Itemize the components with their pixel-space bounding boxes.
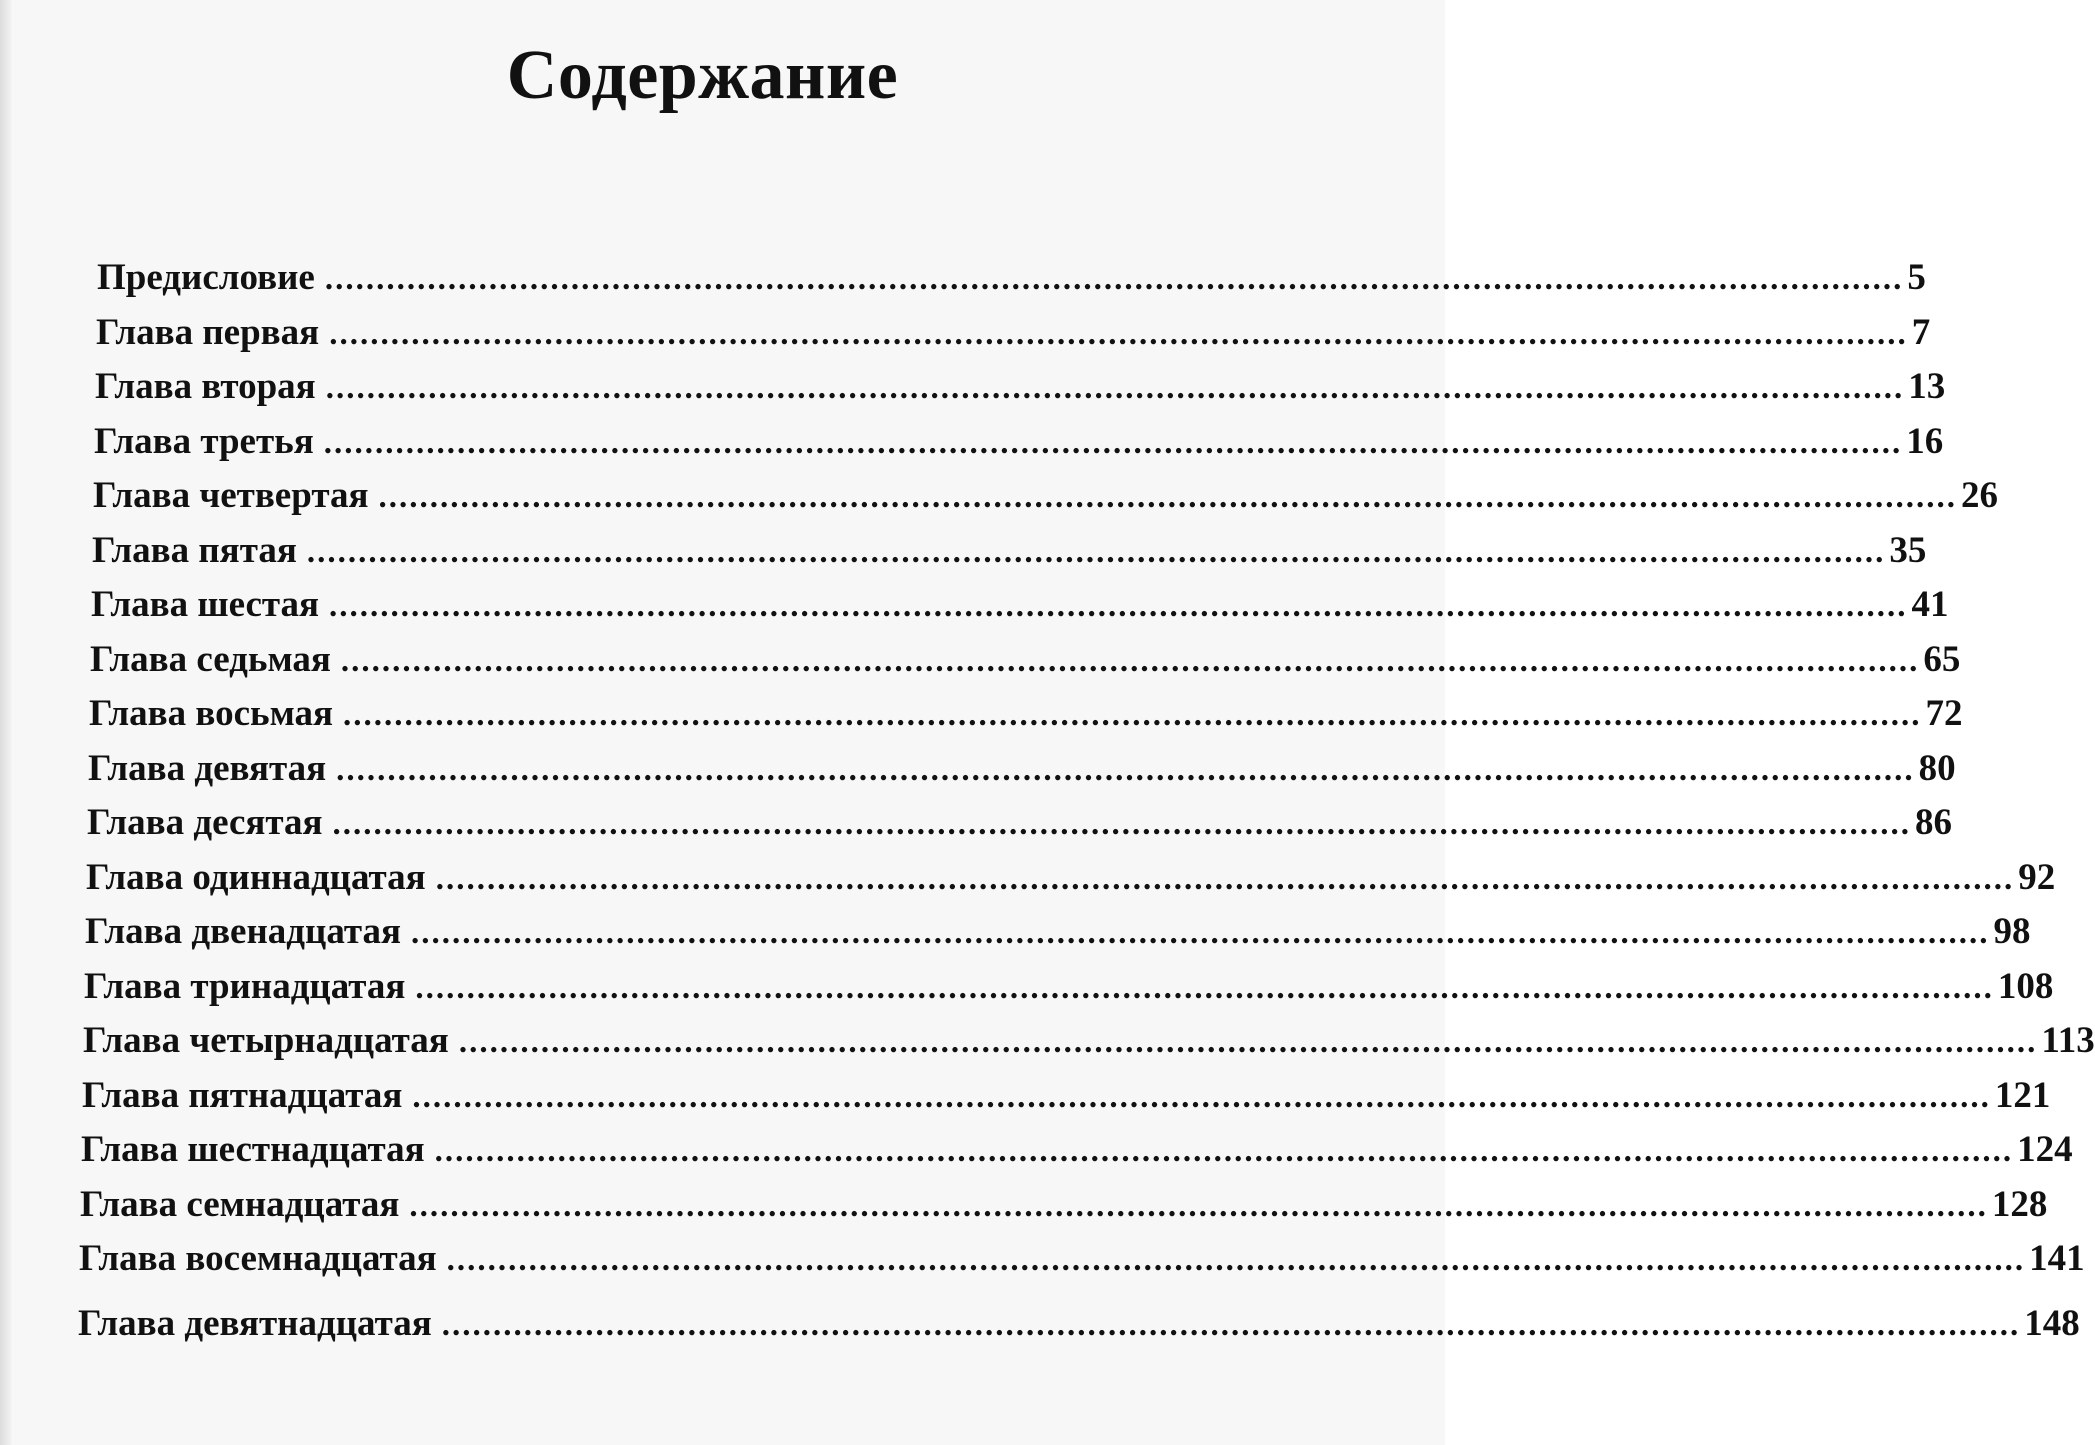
toc-dot-leader: .......................................................................................................................................................... xyxy=(336,751,1915,788)
toc-page-number: 128 xyxy=(1991,1183,2048,1225)
toc-entry xyxy=(91,583,1949,628)
toc-entry-label: Глава седьмая xyxy=(90,638,331,680)
toc-dot-leader: .......................................................................................................................................................... xyxy=(434,1133,2014,1169)
toc-entry xyxy=(89,692,1963,737)
toc-entry-label: Глава шестнадцатая xyxy=(81,1129,425,1170)
toc-entry-label: Глава восьмая xyxy=(89,693,334,734)
toc-entry-label: Глава восемнадцатая xyxy=(79,1238,437,1279)
toc-entry xyxy=(97,256,1926,301)
toc-entry xyxy=(90,638,1961,683)
toc-entry-label: Глава девятнадцатая xyxy=(78,1302,432,1344)
toc-entry-label: Глава первая xyxy=(96,311,320,353)
toc-dot-leader: .......................................................................................................................................................... xyxy=(415,969,1994,1006)
toc-dot-leader: .......................................................................................................................................................... xyxy=(441,1306,2021,1343)
toc-dot-leader: .......................................................................................................................................................... xyxy=(324,261,1904,297)
toc-page-number: 113 xyxy=(2041,1020,2095,1061)
toc-dot-leader: .......................................................................................................................................................... xyxy=(378,479,1957,515)
toc-entry xyxy=(85,910,2031,955)
toc-dot-leader: .......................................................................................................................................................... xyxy=(435,860,2015,897)
toc-page-number: 86 xyxy=(1915,802,1953,843)
page-edge-shadow xyxy=(0,0,12,1445)
toc-entry-label: Глава десятая xyxy=(87,802,323,843)
toc-page-number: 124 xyxy=(2017,1129,2073,1170)
toc-page-number: 121 xyxy=(1994,1074,2051,1116)
toc-page-number: 141 xyxy=(2029,1238,2085,1279)
toc-page-number: 80 xyxy=(1918,747,1956,789)
toc-dot-leader: .......................................................................................................................................................... xyxy=(306,533,1886,570)
toc-entry xyxy=(83,1019,2095,1064)
toc-page-number: 16 xyxy=(1906,420,1944,462)
toc-dot-leader: .......................................................................................................................................................... xyxy=(412,1078,1991,1115)
toc-entry-label: Глава семнадцатая xyxy=(80,1183,400,1225)
toc-entry xyxy=(82,1074,2051,1119)
toc-dot-leader: .......................................................................................................................................................... xyxy=(340,642,1920,679)
toc-page-number: 26 xyxy=(1960,475,1998,516)
toc-dot-leader: .......................................................................................................................................................... xyxy=(409,1187,1988,1224)
toc-dot-leader: .......................................................................................................................................................... xyxy=(458,1024,2038,1060)
page-title: Содержание xyxy=(506,37,899,114)
toc-entry-label: Глава двенадцатая xyxy=(85,911,402,952)
toc-entry xyxy=(94,420,1944,465)
toc-page-number: 7 xyxy=(1911,311,1931,353)
toc-entry xyxy=(79,1237,2085,1282)
toc-page-number: 98 xyxy=(1993,911,2031,952)
toc-dot-leader: .......................................................................................................................................................... xyxy=(329,315,1908,352)
toc-page-number: 13 xyxy=(1908,366,1946,407)
toc-dot-leader: .......................................................................................................................................................... xyxy=(325,370,1905,406)
toc-dot-leader: .......................................................................................................................................................... xyxy=(411,915,1990,951)
toc-entry xyxy=(81,1128,2073,1173)
toc-entry xyxy=(86,856,2056,901)
toc-entry xyxy=(78,1302,2080,1347)
toc-page-number: 65 xyxy=(1923,638,1961,680)
toc-page-number: 92 xyxy=(2018,856,2056,898)
toc-entry xyxy=(96,311,1931,356)
toc-page-number: 35 xyxy=(1889,529,1927,571)
toc-page-number: 148 xyxy=(2024,1302,2080,1344)
toc-entry-label: Глава девятая xyxy=(88,747,327,789)
toc-entry-label: Глава шестая xyxy=(91,584,320,625)
toc-entry xyxy=(80,1183,2048,1228)
toc-entry xyxy=(93,474,1998,519)
toc-entry-label: Глава тринадцатая xyxy=(84,965,406,1007)
toc-dot-leader: .......................................................................................................................................................... xyxy=(446,1242,2026,1278)
toc-dot-leader: .......................................................................................................................................................... xyxy=(332,806,1912,842)
toc-entry-label: Глава вторая xyxy=(95,366,316,407)
toc-entry xyxy=(92,529,1927,574)
toc-entry-label: Глава третья xyxy=(94,420,314,462)
toc-page-number: 108 xyxy=(1997,965,2054,1007)
toc-dot-leader: .......................................................................................................................................................... xyxy=(343,697,1922,733)
toc-entry-label: Предисловие xyxy=(97,257,315,298)
toc-dot-leader: .......................................................................................................................................................... xyxy=(323,424,1903,461)
toc-entry-label: Глава четвертая xyxy=(93,475,369,516)
toc-entry xyxy=(95,365,1946,410)
toc-entry xyxy=(88,747,1956,792)
toc-entry xyxy=(87,801,1953,846)
toc-entry-label: Глава пятнадцатая xyxy=(82,1074,403,1116)
toc-page-number: 5 xyxy=(1907,257,1926,298)
toc-page-number: 72 xyxy=(1925,693,1963,734)
toc-entry xyxy=(84,965,2054,1010)
toc-entry-label: Глава четырнадцатая xyxy=(83,1020,449,1061)
toc-entry-label: Глава пятая xyxy=(92,529,297,571)
toc-entry-label: Глава одиннадцатая xyxy=(86,856,426,898)
toc-page-number: 41 xyxy=(1911,584,1949,625)
toc-dot-leader: .......................................................................................................................................................... xyxy=(329,588,1908,624)
